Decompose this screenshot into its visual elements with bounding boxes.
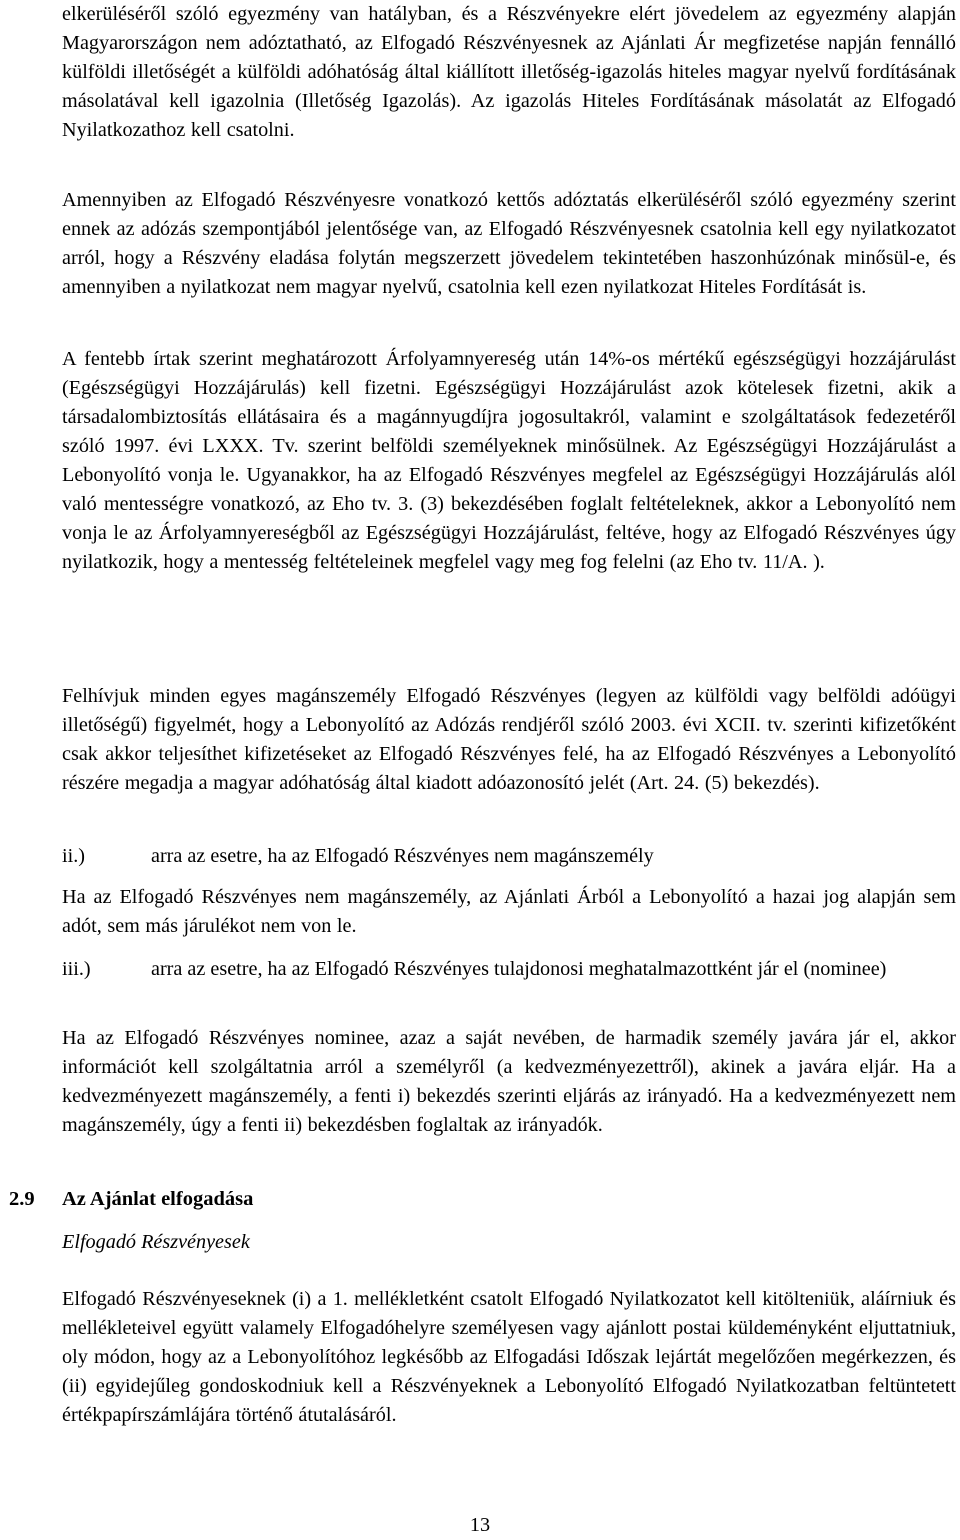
list-item-number: iii.) (62, 958, 91, 980)
paragraph-health-contribution: A fentebb írtak szerint meghatározott Árfolyamnyereség után 14%-os mértékű egészségügyi hozzájárulást (Egészségügyi Hozzájárulás) kell fizetni. Egészségügyi Hozzájárulást azok kötelesek fizetni, akik a társadalombiztosítás ellátásaira és a magánnyugdíjra jogosultakról, valamint e szolgáltatások fedezetéről szóló 1997. évi LXXX. Tv. szerint belföldi személyeknek minősülnek. Az Egészségügyi Hozzájárulást a Lebonyolító vonja le. Ugyanakkor, ha az Elfogadó Részvényes megfelel az Egészségügyi Hozzájárulás alól való mentességre vonatkozó, az Eho tv. 3. (3) bekezdésében foglalt feltételeknek, akkor a Lebonyolító nem vonja le az Árfolyamnyereségből az Egészségügyi Hozzájárulást, feltéve, hogy az Elfogadó Részvényes úgy nyilatkozik, hogy a mentesség feltételeinek megfelel vagy meg fog felelni (az Eho tv. 11/A. ). (62, 348, 956, 573)
section-title: Az Ajánlat elfogadása (62, 1188, 254, 1210)
paragraph-beneficial-owner: Amennyiben az Elfogadó Részvényesre vonatkozó kettős adóztatás elkerüléséről szóló egyezmény szerint ennek az adózás szempontjából jelentősége van, az Elfogadó Részvényesnek csatolnia kell egy nyilatkozatot arról, hogy a Részvény eladása folytán megszerzett jövedelem tekintetében haszonhúzónak minősül-e, és amennyiben a nyilatkozat nem magyar nyelvű, csatolnia kell ezen nyilatkozat Hiteles Fordítását is. (62, 189, 956, 298)
section-subtitle: Elfogadó Részvényesek (62, 1231, 250, 1253)
list-item-number: ii.) (62, 845, 85, 867)
paragraph-residency-certificate: elkerüléséről szóló egyezmény van hatályban, és a Részvényekre elért jövedelem az egyezmény alapján Magyarországon nem adóztatható, az Elfogadó Részvényesnek az Ajánlati Ár megfizetése napján fennálló külföldi illetőségét a külföldi adóhatóság által kiállított illetőség-igazolás hiteles magyar nyelvű fordításának másolatával kell igazolnia (Illetőség Igazolás). Az igazolás Hiteles Fordításának másolatát az Elfogadó Nyilatkozathoz kell csatolni. (62, 3, 956, 141)
list-item-text: arra az esetre, ha az Elfogadó Részvényes nem magánszemély (151, 845, 654, 867)
paragraph-tax-id: Felhívjuk minden egyes magánszemély Elfogadó Részvényes (legyen az külföldi vagy belföldi adóügyi illetőségű) figyelmét, hogy a Lebonyolító az Adózás rendjéről szóló 2003. évi XCII. tv. szerinti kifizetőként csak akkor teljesíthet kifizetéseket az Elfogadó Részvényes felé, ha az Elfogadó Részvényes a Lebonyolító részére megadja a magyar adóhatóság által kiadott adóazonosító jelét (Art. 24. (5) bekezdés). (62, 685, 956, 794)
list-item-text: arra az esetre, ha az Elfogadó Részvényes tulajdonosi meghatalmazottként jár el (nominee) (151, 958, 887, 980)
paragraph-acceptance-procedure: Elfogadó Részvényeseknek (i) a 1. mellékletként csatolt Elfogadó Nyilatkozatot kell kitölteniük, aláírniuk és mellékleteivel együtt valamely Elfogadóhelyre személyesen vagy ajánlott postai küldeményként eljuttatniuk, oly módon, hogy az a Lebonyolítóhoz legkésőbb az Elfogadási Időszak lejártát megelőzően megérkezzen, és (ii) egyidejűleg gondoskodniuk kell a Részvényeknek a Lebonyolító Elfogadó Nyilatkozatban feltüntetett értékpapírszámlájára történő átutalásáról. (62, 1288, 956, 1426)
paragraph-non-individual: Ha az Elfogadó Részvényes nem magánszemély, az Ajánlati Árból a Lebonyolító a hazai jog alapján sem adót, sem más járulékot nem von le. (62, 886, 956, 937)
paragraph-nominee: Ha az Elfogadó Részvényes nominee, azaz a saját nevében, de harmadik személy javára jár el, akkor információt kell szolgáltatnia arról a személyről (a kedvezményezettről), akinek a javára eljár. Ha a kedvezményezett magánszemély, a fenti i) bekezdés szerinti eljárás az irányadó. Ha a kedvezményezett nem magánszemély, úgy a fenti ii) bekezdésben foglaltak az irányadók. (62, 1027, 956, 1136)
page-number: 13 (469, 1514, 491, 1536)
section-number: 2.9 (9, 1188, 35, 1210)
